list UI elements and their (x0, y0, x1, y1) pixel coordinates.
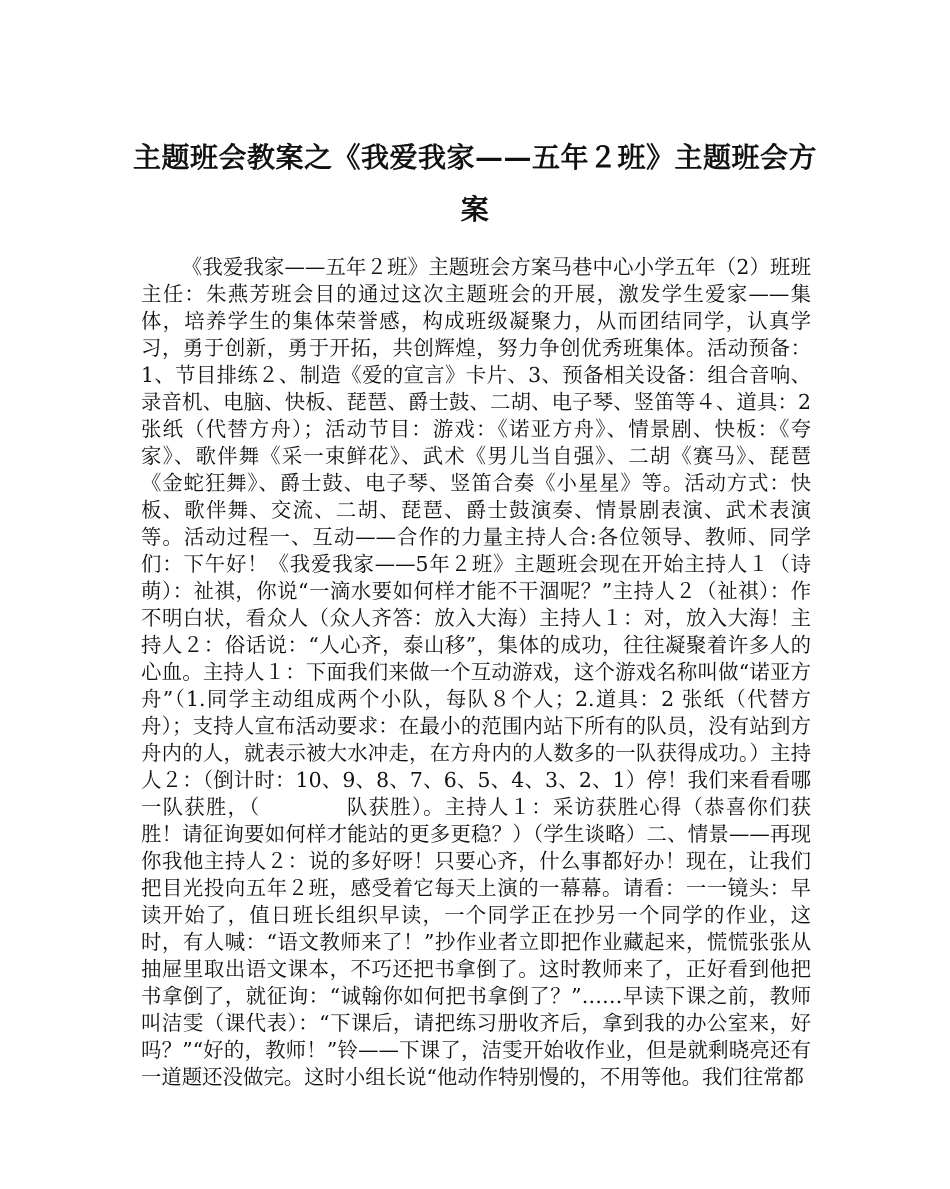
document-title: 主题班会教案之《我爱我家——五年２班》主题班会方案 (132, 141, 817, 226)
document-body-paragraph: 《我爱我家——五年２班》主题班会方案马巷中心小学五年（2）班班主任：朱燕芳班会目的通过这次主题班会的开展，激发学生爱家——集体，培养学生的集体荣誉感，构成班级凝聚力，从而团结同学，认真学习，勇于创新，勇于开拓，共创辉煌，努力争创优秀班集体。活动预备：1、节目排练２、制造《爱的宣言》卡片、3、预备相关设备：组合音响、录音机、电脑、快板、琵琶、爵士鼓、二胡、电子琴、竖笛等４、道具：2张纸（代替方舟）；活动节目：游戏：《诺亚方舟》、情景剧、快板：《夸家》、歌伴舞《采一束鲜花》、武术《男儿当自强》、二胡《赛马》、琵琶《金蛇狂舞》、爵士鼓、电子琴、竖笛合奏《小星星》等。活动方式：快板、歌伴舞、交流、二胡、琵琶、爵士鼓演奏、情景剧表演、武术表演等。活动过程一、互动——合作的力量主持人合:各位领导、教师、同学们：下午好！《我爱我家——5年２班》主题班会现在开始主持人１（诗萌）：祉祺，你说“一滴水要如何样才能不干涸呢？”主持人２（祉祺）：作不明白状，看众人（众人齐答：放入大海）主持人１：对，放入大海！主持人２：俗话说：“人心齐，泰山移”，集体的成功，往往凝聚着许多人的心血。主持人１：下面我们来做一个互动游戏，这个游戏名称叫做“诺亚方舟”（1.同学主动组成两个小队，每队８个人；2.道具：2 张纸（代替方舟）；支持人宣布活动要求：在最小的范围内站下所有的队员，没有站到方舟内的人，就表示被大水冲走，在方舟内的人数多的一队获得成功。）主持人２：（倒计时：10、9、8、7、6、5、4、3、2、1）停！我们来看看哪一队获胜，（ 队获胜）。主持人１：采访获胜心得（恭喜你们获胜！请征询要如何样才能站的更多更稳？）（学生谈略）二、情景——再现你我他主持人２：说的多好呀！只要心齐，什么事都好办！现在，让我们把目光投向五年２班，感受着它每天上演的一幕幕。请看：一一镜头：早读开始了，值日班长组织早读，一个同学正在抄另一个同学的作业，这时，有人喊：“语文教师来了！”抄作业者立即把作业藏起来，慌慌张张从抽屉里取出语文课本，不巧还把书拿倒了。这时教师来了，正好看到他把书拿倒了，就征询：“诚翰你如何把书拿倒了？”……早读下课之前，教师叫洁雯（课代表）：“下课后，请把练习册收齐后，拿到我的办公室来，好吗？”“好的，教师！”铃——下课了，洁雯开始收作业，但是就剩晓亮还有一道题还没做完。这时小组长说“他动作特别慢的，不用等他。我们往常都 (141, 255, 811, 1089)
